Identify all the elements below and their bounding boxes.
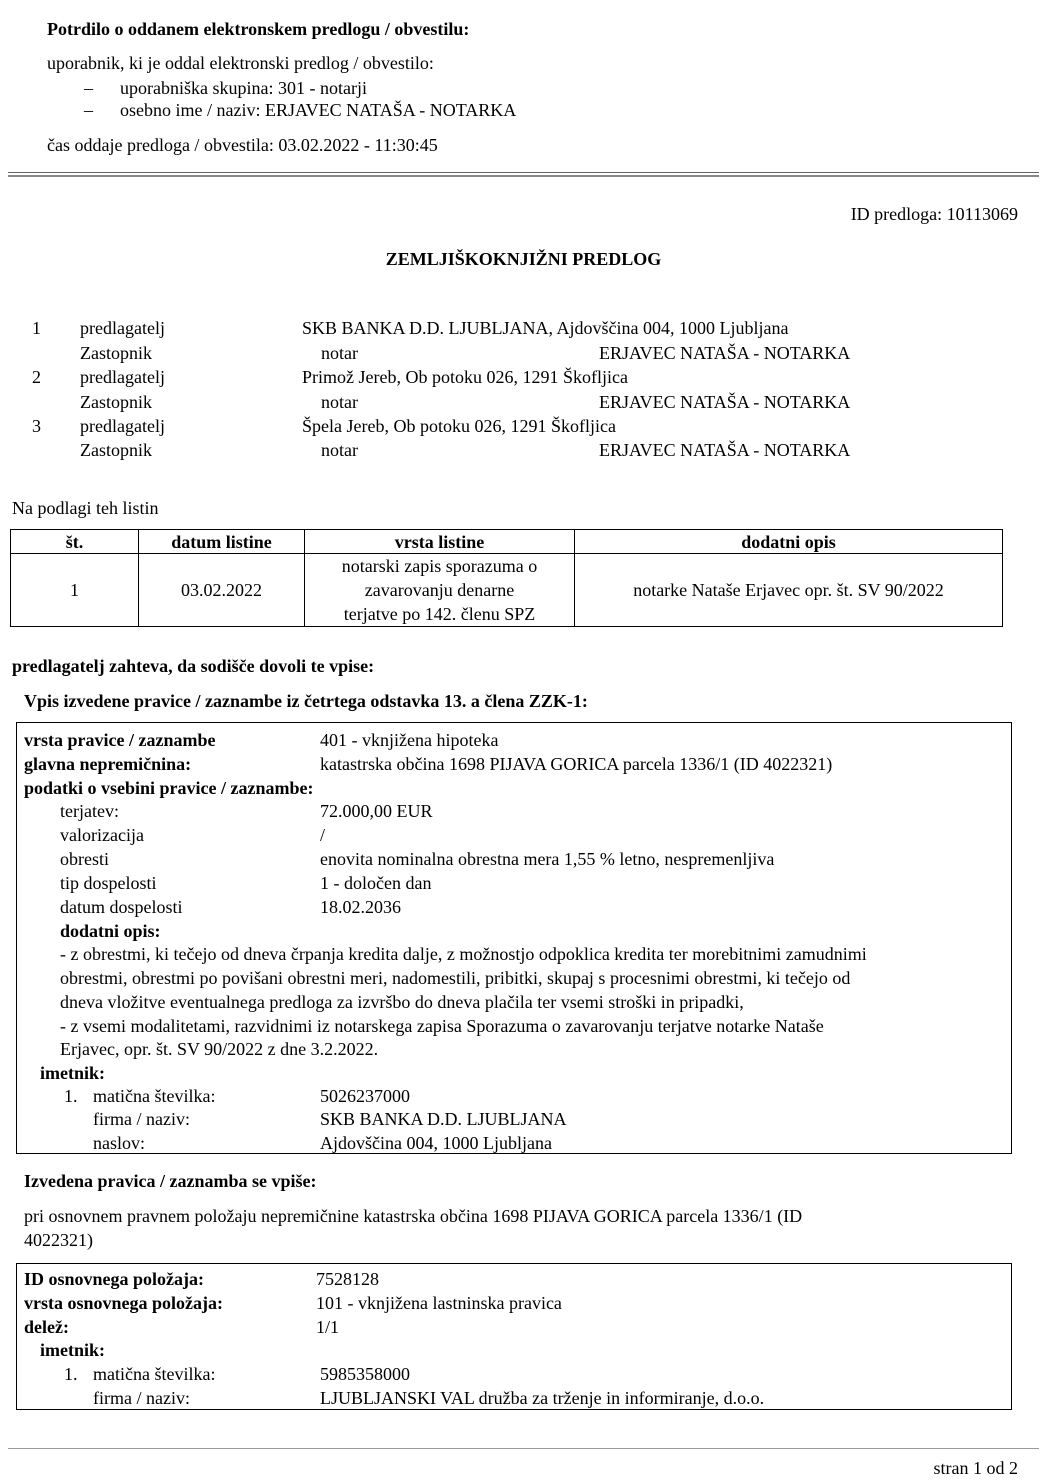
confirmation-time: čas oddaje predloga / obvestila: 03.02.2022 - 11:30:45 — [47, 135, 438, 155]
main-property-value: katastrska občina 1698 PIJAVA GORICA parcela 1336/1 (ID 4022321) — [320, 754, 833, 774]
entry-type-value: 401 - vknjižena hipoteka — [320, 730, 499, 750]
firm-label: firma / naziv: — [93, 1109, 190, 1129]
address-label: naslov: — [93, 1133, 145, 1153]
additional-description-line: obrestmi, obrestmi po povišani obrestni meri, nadomestili, pribitki, skupaj s procesnimi obrestmi, ki tečejo od — [60, 968, 851, 988]
content-label: podatki o vsebini pravice / zaznambe: — [24, 778, 314, 798]
field-label: terjatev: — [60, 801, 119, 821]
footer-divider — [8, 1448, 1039, 1449]
firm-value: SKB BANKA D.D. LJUBLJANA — [320, 1109, 567, 1129]
column-header: datum listine — [139, 530, 305, 554]
proposer-party: Primož Jereb, Ob potoku 026, 1291 Škofljica — [302, 367, 628, 387]
additional-description-label: dodatni opis: — [60, 921, 161, 941]
proposer-party: Špela Jereb, Ob potoku 026, 1291 Škofljica — [302, 416, 616, 436]
representative-type: notar — [321, 343, 358, 363]
representative-label: Zastopnik — [80, 392, 152, 412]
proposer-number: 1 — [32, 318, 41, 338]
registration-number-label: matična številka: — [93, 1364, 216, 1384]
share-value: 1/1 — [316, 1317, 340, 1337]
page-title: ZEMLJIŠKOKNJIŽNI PREDLOG — [385, 249, 662, 269]
representative-name: ERJAVEC NATAŠA - NOTARKA — [599, 440, 851, 460]
table-row — [11, 554, 1003, 627]
additional-description-line: Erjavec, opr. št. SV 90/2022 z dne 3.2.2022. — [60, 1039, 379, 1059]
field-value: 18.02.2036 — [320, 897, 401, 917]
derived-text-line: pri osnovnem pravnem položaju nepremičnine katastrska občina 1698 PIJAVA GORICA parcela 1336/1 (ID — [24, 1206, 803, 1226]
representative-name: ERJAVEC NATAŠA - NOTARKA — [599, 392, 851, 412]
divider — [8, 172, 1039, 173]
proposer-number: 3 — [32, 416, 41, 436]
document-type — [305, 554, 575, 627]
derived-text-line: 4022321) — [24, 1230, 93, 1250]
basic-id-value: 7528128 — [316, 1269, 379, 1289]
column-header: vrsta listine — [305, 530, 575, 554]
request-heading: predlagatelj zahteva, da sodišče dovoli te vpise: — [12, 656, 375, 676]
document-description: notarke Nataše Erjavec opr. št. SV 90/2022 — [575, 554, 1003, 627]
basic-type-value: 101 - vknjižena lastninska pravica — [316, 1293, 562, 1313]
additional-description-line: dneva vložitve eventualnega predloga za izvršbo do dneva plačila ter vsemi stroški in pripadki, — [60, 992, 744, 1012]
field-label: datum dospelosti — [60, 897, 183, 917]
representative-type: notar — [321, 440, 358, 460]
documents-intro: Na podlagi teh listin — [12, 498, 159, 518]
dash-bullet: – — [84, 100, 93, 120]
derived-heading: Izvedena pravica / zaznamba se vpiše: — [24, 1171, 317, 1191]
entry-type-label: vrsta pravice / zaznambe — [24, 730, 216, 750]
field-label: tip dospelosti — [60, 873, 157, 893]
proposer-role: predlagatelj — [80, 367, 165, 387]
proposal-id: ID predloga: 10113069 — [850, 204, 1018, 224]
registration-number-value: 5985358000 — [320, 1364, 410, 1384]
entry-heading: Vpis izvedene pravice / zaznambe iz četrtega odstavka 13. a člena ZZK-1: — [24, 691, 588, 711]
confirmation-user-intro: uporabnik, ki je oddal elektronski predlog / obvestilo: — [47, 53, 434, 73]
column-header: št. — [11, 530, 139, 554]
registration-number-label: matična številka: — [93, 1086, 216, 1106]
firm-label: firma / naziv: — [93, 1388, 190, 1408]
divider — [8, 175, 1039, 177]
field-value: 72.000,00 EUR — [320, 801, 433, 821]
main-property-label: glavna nepremičnina: — [24, 754, 192, 774]
confirmation-title: Potrdilo o oddanem elektronskem predlogu / obvestilu: — [47, 19, 470, 39]
column-header: dodatni opis — [575, 530, 1003, 554]
field-label: valorizacija — [60, 825, 144, 845]
field-value: / — [320, 825, 326, 845]
proposer-role: predlagatelj — [80, 416, 165, 436]
document-type-line: notarski zapis sporazuma o — [341, 556, 538, 576]
representative-label: Zastopnik — [80, 343, 152, 363]
holder-number: 1. — [64, 1086, 78, 1106]
document-number: 1 — [11, 554, 139, 627]
field-label: obresti — [60, 849, 109, 869]
document-type-line: terjatve po 142. členu SPZ — [343, 604, 536, 624]
additional-description-line: - z vsemi modalitetami, razvidnimi iz notarskega zapisa Sporazuma o zavarovanju terjatve notarke Nataše — [60, 1016, 824, 1036]
field-value: 1 - določen dan — [320, 873, 432, 893]
holder-number: 1. — [64, 1364, 78, 1384]
field-value: enovita nominalna obrestna mera 1,55 % letno, nespremenljiva — [320, 849, 775, 869]
proposer-party: SKB BANKA D.D. LJUBLJANA, Ajdovščina 004, 1000 Ljubljana — [302, 318, 789, 338]
confirmation-user-group: uporabniška skupina: 301 - notarji — [120, 78, 367, 98]
documents-table — [10, 529, 1003, 627]
basic-type-label: vrsta osnovnega položaja: — [24, 1293, 223, 1313]
representative-label: Zastopnik — [80, 440, 152, 460]
confirmation-user-name: osebno ime / naziv: ERJAVEC NATAŠA - NOTARKA — [120, 100, 517, 120]
dash-bullet: – — [84, 78, 93, 98]
additional-description-line: - z obrestmi, ki tečejo od dneva črpanja kredita dalje, z možnostjo odpoklica kredita ter morebitnimi zamudnimi — [60, 944, 867, 964]
representative-name: ERJAVEC NATAŠA - NOTARKA — [599, 343, 851, 363]
document-type-line: zavarovanju denarne — [364, 580, 515, 600]
address-value: Ajdovščina 004, 1000 Ljubljana — [320, 1133, 552, 1153]
basic-id-label: ID osnovnega položaja: — [24, 1269, 205, 1289]
share-label: delež: — [24, 1317, 69, 1337]
document-date: 03.02.2022 — [139, 554, 305, 627]
firm-value: LJUBLJANSKI VAL družba za trženje in informiranje, d.o.o. — [320, 1388, 765, 1408]
table-header-row — [11, 530, 1003, 554]
registration-number-value: 5026237000 — [320, 1086, 410, 1106]
proposer-number: 2 — [32, 367, 41, 387]
proposer-role: predlagatelj — [80, 318, 165, 338]
holder-label: imetnik: — [40, 1340, 105, 1360]
page-number: stran 1 od 2 — [933, 1458, 1018, 1478]
holder-label: imetnik: — [40, 1063, 105, 1083]
representative-type: notar — [321, 392, 358, 412]
